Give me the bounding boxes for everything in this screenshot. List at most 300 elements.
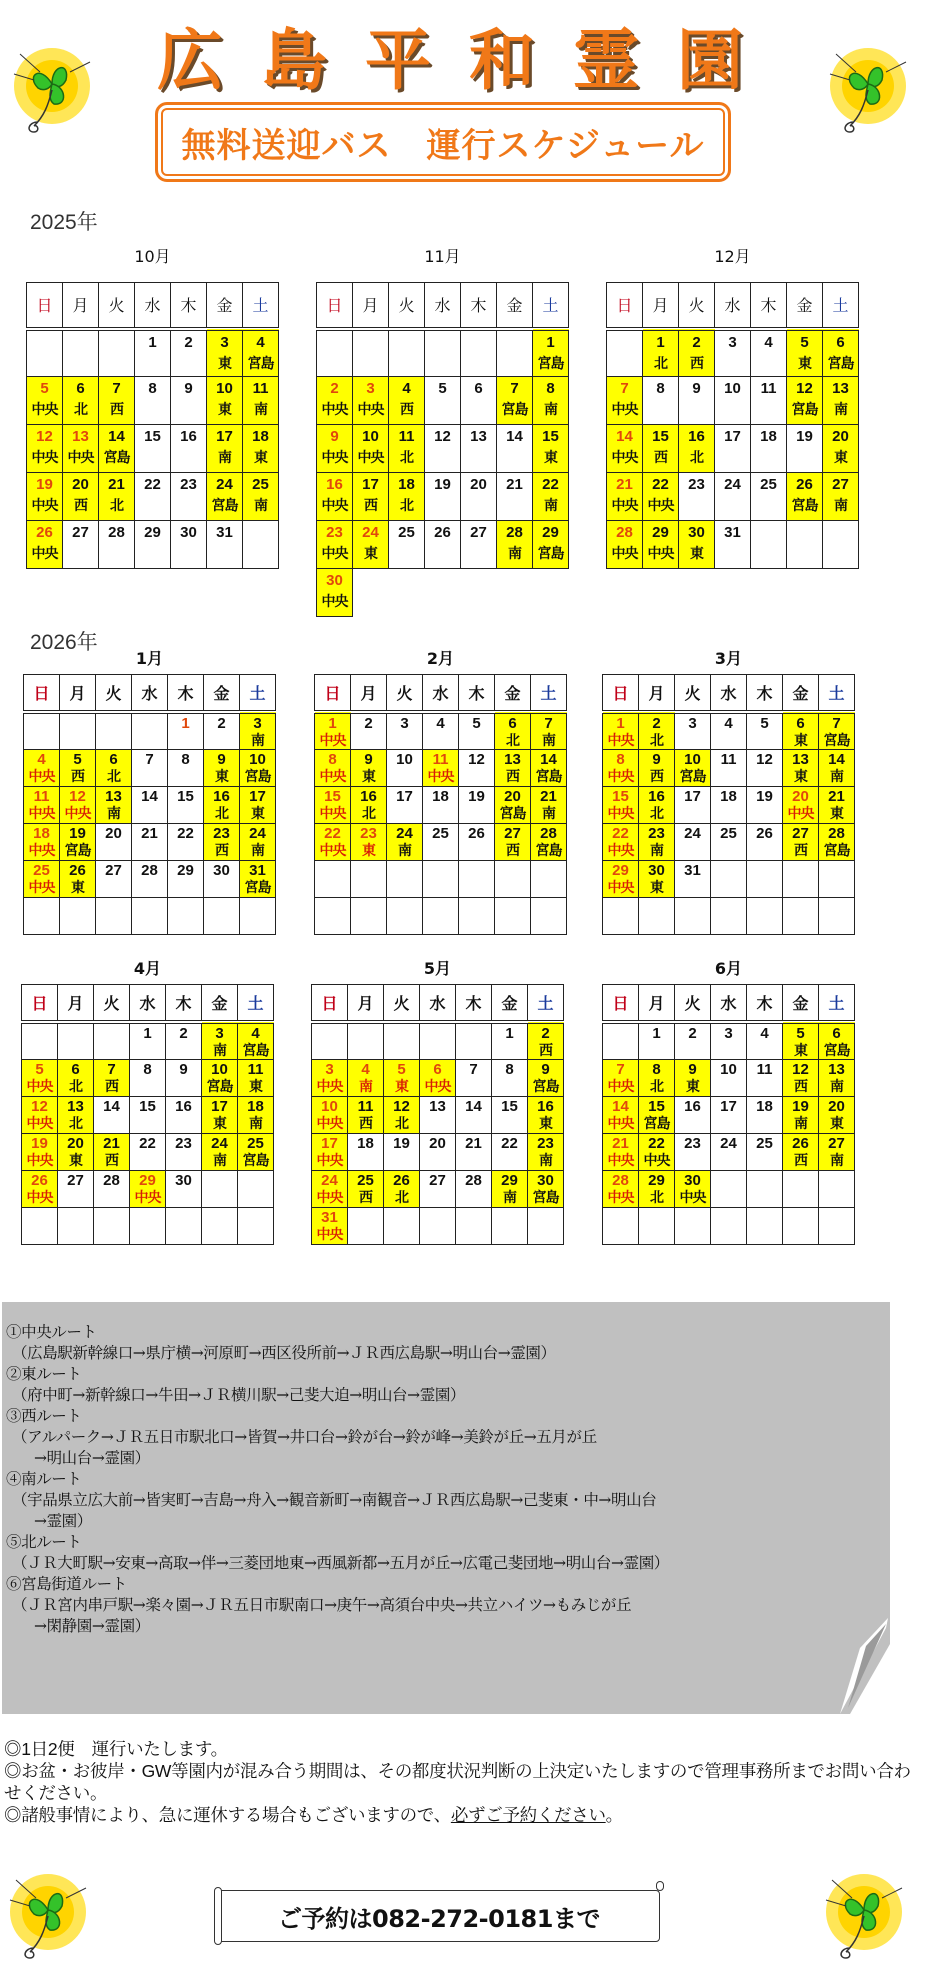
day-cell [243,473,279,521]
route-label: 南 [107,804,120,821]
route-label: 西 [364,497,377,513]
day-number: 28 [612,1171,629,1189]
day-number: 6 [433,1060,442,1078]
empty-day-cell [94,1207,130,1244]
day-number: 20 [828,1097,845,1115]
day-number: 3 [400,714,409,732]
calendar-table [26,282,279,569]
day-cell [166,1133,202,1170]
notes [4,1738,922,1826]
weekday-header: 土 [819,675,855,712]
route-label: 中央 [611,545,638,561]
day-cell [423,823,459,860]
day-number: 16 [213,787,230,805]
day-number: 15 [612,787,629,805]
route-item [6,1322,886,1364]
week-row [317,329,569,377]
day-number: 5 [35,1060,44,1078]
day-cell [751,329,787,377]
day-cell [459,786,495,823]
day-number: 24 [362,524,379,541]
route-label: 宮島 [827,354,854,371]
day-cell [348,1096,384,1133]
day-number: 16 [684,1097,701,1115]
day-number: 30 [684,1171,701,1189]
day-cell [207,521,243,569]
day-cell [420,1096,456,1133]
route-label: 東 [650,878,663,895]
route-label: 南 [508,545,521,561]
route-label: 西 [359,1188,372,1205]
clover-icon [816,1860,912,1970]
route-label: 南 [834,497,847,513]
route-label: 中央 [321,497,348,513]
week-row [315,749,567,786]
empty-day-cell [58,1207,94,1244]
route-name: ⑤北ルート [6,1533,82,1551]
day-number: 14 [465,1097,482,1115]
day-number: 19 [393,1134,410,1152]
day-number: 18 [357,1134,374,1152]
weekday-header: 月 [353,283,389,329]
weekday-header: 月 [639,675,675,712]
route-label: 東 [798,354,811,371]
week-row [27,377,279,425]
route-label: 宮島 [791,401,818,417]
weekday-header: 月 [639,985,675,1022]
day-cell [240,823,276,860]
weekday-header: 金 [497,283,533,329]
day-number: 1 [181,714,190,732]
route-label: 宮島 [242,1041,269,1058]
reservation-banner [218,1890,660,1942]
week-row [315,786,567,823]
empty-day-cell [783,1207,819,1244]
title-char: 園 [677,20,743,99]
route-label: 西 [71,767,84,784]
day-cell [531,712,567,750]
empty-space [461,569,497,617]
day-number: 25 [398,524,415,541]
day-number: 20 [105,824,122,842]
day-number: 24 [724,476,741,493]
route-label: 中央 [357,449,384,465]
empty-day-cell [783,897,819,934]
day-number: 12 [434,428,451,445]
day-number: 12 [36,428,53,445]
day-cell [715,473,751,521]
day-cell [533,329,569,377]
day-cell [63,377,99,425]
route-label: 東 [364,545,377,561]
route-label: 東 [544,449,557,465]
clover-icon [0,1860,96,1970]
route-label: 南 [251,841,264,858]
day-number: 13 [67,1097,84,1115]
day-cell [353,377,389,425]
day-cell [243,425,279,473]
day-cell [783,823,819,860]
day-number: 16 [688,428,705,445]
weekday-header: 土 [823,283,859,329]
day-number: 12 [69,787,86,805]
day-number: 1 [148,333,157,351]
day-cell [22,1096,58,1133]
day-cell [94,1170,130,1207]
day-cell [22,1059,58,1096]
day-cell [58,1170,94,1207]
day-cell [94,1059,130,1096]
day-cell [204,712,240,750]
day-cell [168,860,204,897]
weekday-header: 木 [456,985,492,1022]
empty-day-cell [783,860,819,897]
route-label: 宮島 [103,449,130,465]
day-number: 31 [321,1208,338,1226]
day-cell [711,1059,747,1096]
week-row [603,860,855,897]
day-cell [317,473,353,521]
day-cell [351,823,387,860]
day-cell [531,786,567,823]
route-label: 南 [544,401,557,417]
route-label: 西 [690,354,703,371]
day-cell [204,749,240,786]
week-row [22,1170,274,1207]
day-number: 28 [141,861,158,879]
day-cell [130,1096,166,1133]
day-cell [96,786,132,823]
day-number: 25 [432,824,449,842]
day-cell [240,712,276,750]
route-label: 東 [395,1077,408,1094]
day-cell [675,1059,711,1096]
day-number: 24 [216,476,233,493]
day-cell [238,1096,274,1133]
day-cell [456,1170,492,1207]
week-row [24,860,276,897]
route-label: 中央 [611,449,638,465]
day-cell [783,749,819,786]
day-cell [456,1059,492,1096]
day-number: 27 [832,476,849,493]
empty-day-cell [639,897,675,934]
route-label: 中央 [26,1077,53,1094]
day-number: 5 [472,714,481,732]
week-row [603,1022,855,1060]
route-label: 宮島 [643,1114,670,1131]
week-row [603,786,855,823]
day-cell [384,1096,420,1133]
day-number: 24 [321,1171,338,1189]
day-cell [389,473,425,521]
day-number: 7 [616,1060,625,1078]
day-cell [238,1022,274,1060]
calendar-table [23,674,276,935]
day-cell [819,749,855,786]
route-label: 中央 [316,1114,343,1131]
day-number: 23 [326,524,343,541]
day-cell [639,860,675,897]
page-title [140,12,760,99]
route-label: 南 [830,767,843,784]
route-label: 宮島 [244,767,271,784]
day-number: 18 [756,1097,773,1115]
day-number: 27 [105,861,122,879]
day-cell [315,712,351,750]
empty-day-cell [60,897,96,934]
empty-day-cell [166,1207,202,1244]
weekday-header-row [603,985,855,1022]
day-number: 27 [429,1171,446,1189]
weekday-header: 水 [425,283,461,329]
empty-day-cell [423,860,459,897]
day-cell [63,521,99,569]
day-cell [607,521,643,569]
calendar-2025-12 [606,246,859,569]
weekday-header: 水 [135,283,171,329]
route-label: 宮島 [535,767,562,784]
route-label: 中央 [134,1188,161,1205]
day-cell [60,860,96,897]
empty-day-cell [819,1170,855,1207]
route-label: 宮島 [532,1077,559,1094]
day-number: 11 [720,750,737,768]
day-number: 8 [505,1060,514,1078]
empty-day-cell [24,712,60,750]
day-number: 20 [429,1134,446,1152]
day-number: 26 [792,1134,809,1152]
day-cell [711,749,747,786]
day-cell [711,1133,747,1170]
route-label: 中央 [357,401,384,417]
day-number: 5 [800,333,809,351]
day-number: 9 [184,380,193,397]
weekday-header: 月 [63,283,99,329]
month-label: 1月 [135,649,164,668]
day-number: 24 [396,824,413,842]
weekday-header: 金 [492,985,528,1022]
route-label: 東 [249,1077,262,1094]
day-number: 21 [506,476,523,493]
route-label: 中央 [316,1151,343,1168]
day-cell [317,425,353,473]
day-number: 11 [398,428,415,445]
day-number: 29 [144,524,161,541]
calendar-2026-02 [314,648,567,935]
day-number: 3 [688,714,697,732]
day-number: 27 [504,824,521,842]
day-number: 15 [324,787,341,805]
week-row [603,823,855,860]
route-name: ⑥宮島街道ルート [6,1575,127,1593]
empty-day-cell [389,329,425,377]
weekday-header: 金 [783,985,819,1022]
week-row [317,521,569,569]
route-label: 北 [650,1188,663,1205]
day-number: 28 [540,824,557,842]
day-number: 7 [544,714,553,732]
day-number: 24 [684,824,701,842]
day-cell [747,1022,783,1060]
empty-day-cell [63,329,99,377]
route-label: 宮島 [532,1188,559,1205]
calendar-table [602,674,855,935]
empty-day-cell [747,860,783,897]
day-number: 14 [141,787,158,805]
day-number: 13 [470,428,487,445]
day-number: 10 [724,380,741,397]
day-cell [819,1022,855,1060]
week-row [27,425,279,473]
empty-day-cell [783,1170,819,1207]
day-cell [603,712,639,750]
month-label: 3月 [714,649,743,668]
route-label: 北 [654,354,667,371]
empty-day-cell [528,1207,564,1244]
route-label: 宮島 [823,731,850,748]
route-label: 東 [213,1114,226,1131]
day-number: 30 [326,572,343,589]
day-cell [459,823,495,860]
day-cell [528,1170,564,1207]
route-item [6,1532,886,1574]
empty-day-cell [384,1022,420,1060]
day-cell [492,1133,528,1170]
day-cell [317,521,353,569]
day-number: 20 [832,428,849,445]
day-number: 21 [612,1134,629,1152]
route-label: 中央 [607,1077,634,1094]
empty-day-cell [315,897,351,934]
day-cell [603,1059,639,1096]
weekday-header: 日 [317,283,353,329]
day-number: 27 [72,524,89,541]
day-number: 13 [72,428,89,445]
empty-day-cell [315,860,351,897]
day-number: 31 [684,861,701,879]
route-label: 東 [215,767,228,784]
day-cell [171,377,207,425]
day-number: 20 [504,787,521,805]
day-number: 2 [217,714,226,732]
week-row [603,897,855,934]
day-cell [819,786,855,823]
note-line: ◎1日2便 運行いたします。 [4,1739,228,1759]
weekday-header: 日 [603,675,639,712]
day-number: 29 [501,1171,518,1189]
route-label: 西 [650,767,663,784]
empty-day-cell [243,521,279,569]
day-number: 3 [366,380,375,397]
day-number: 30 [213,861,230,879]
day-number: 29 [139,1171,156,1189]
day-cell [168,786,204,823]
week-row [315,712,567,750]
week-row [24,897,276,934]
weekday-header: 日 [24,675,60,712]
day-number: 3 [724,1024,733,1042]
day-cell [96,823,132,860]
day-cell [783,1096,819,1133]
day-number: 13 [832,380,849,397]
weekday-header: 土 [528,985,564,1022]
day-number: 25 [720,824,737,842]
weekday-header: 金 [783,675,819,712]
empty-day-cell [384,1207,420,1244]
week-row [22,1022,274,1060]
week-row [312,1207,564,1244]
note-line: ◎お盆・お彼岸・GW等園内が混み合う期間は、その都度状況判断の上決定いたしますので管理事務所までお問い合わせください。 [4,1761,911,1803]
day-number: 17 [321,1134,338,1152]
day-cell [787,473,823,521]
day-number: 22 [139,1134,156,1152]
clover-icon [820,34,916,144]
day-number: 16 [360,787,377,805]
year-label-2025: 2025年 [30,211,98,234]
route-label: 北 [215,804,228,821]
route-label: 北 [506,731,519,748]
empty-day-cell [456,1207,492,1244]
day-number: 4 [764,333,773,351]
weekday-header-row [317,283,569,329]
day-cell [351,712,387,750]
day-cell [819,823,855,860]
empty-day-cell [58,1022,94,1060]
weekday-header: 木 [459,675,495,712]
day-number: 18 [398,476,415,493]
day-cell [751,425,787,473]
day-cell [315,786,351,823]
day-number: 26 [36,524,53,541]
day-cell [96,860,132,897]
route-label: 中央 [679,1188,706,1205]
day-cell [312,1059,348,1096]
route-label: 宮島 [791,497,818,513]
day-number: 21 [108,476,125,493]
day-number: 22 [542,476,559,493]
day-number: 20 [67,1134,84,1152]
day-number: 21 [141,824,158,842]
empty-day-cell [317,329,353,377]
route-label: 西 [110,401,123,417]
day-cell [747,786,783,823]
day-cell [135,473,171,521]
day-number: 27 [828,1134,845,1152]
day-cell [675,1096,711,1133]
day-number: 22 [652,476,669,493]
day-number: 7 [832,714,841,732]
weekday-header: 木 [168,675,204,712]
day-cell [135,329,171,377]
day-number: 29 [542,524,559,541]
day-cell [351,749,387,786]
route-label: 中央 [28,767,55,784]
empty-day-cell [675,1207,711,1244]
route-label: 西 [506,841,519,858]
day-cell [675,823,711,860]
route-name: ④南ルート [6,1470,82,1488]
day-cell [639,712,675,750]
day-number: 16 [537,1097,554,1115]
weekday-header: 水 [711,675,747,712]
day-cell [317,569,353,617]
day-cell [423,786,459,823]
route-label: 中央 [319,841,346,858]
empty-space [389,569,425,617]
day-cell [679,473,715,521]
weekday-header: 月 [351,675,387,712]
